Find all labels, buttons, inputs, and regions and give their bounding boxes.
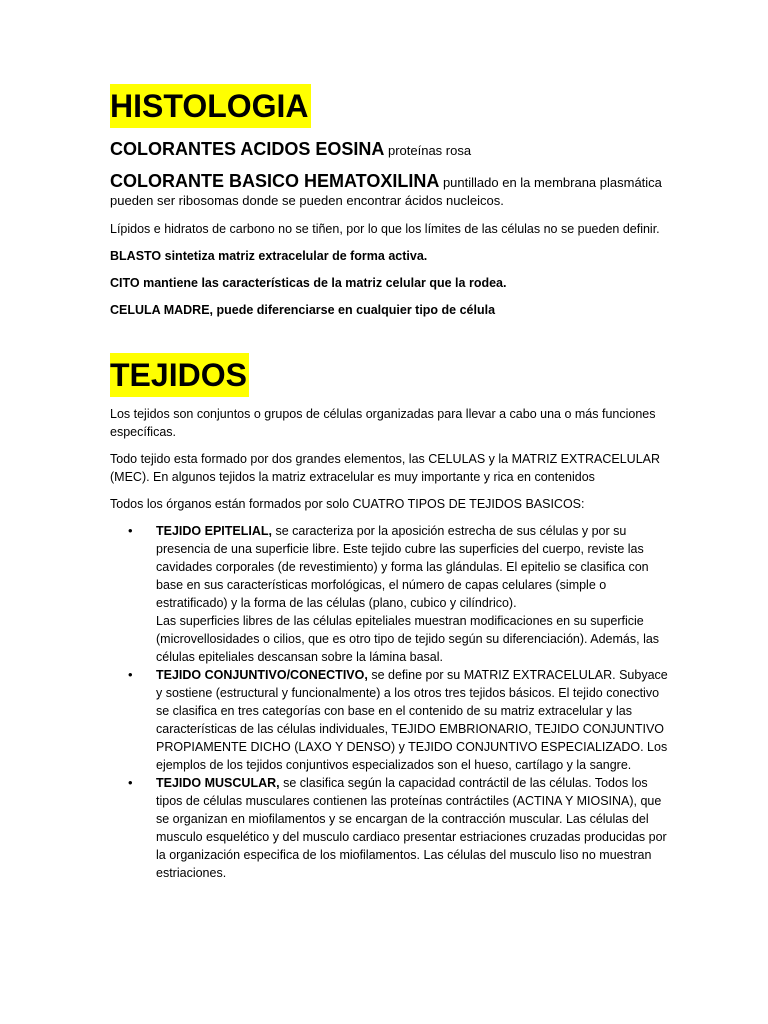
tejido-epitelial-extra: Las superficies libres de las células epiteliales muestran modificaciones en su superficie (microvellosidades o cilios, que es otro tipo de tejido según su diferenciación). Además, las células epiteliales descansan sobre la lámina basal. — [156, 614, 660, 664]
tejido-epitelial-label: TEJIDO EPITELIAL, — [156, 524, 272, 538]
tejido-muscular-text: se clasifica según la capacidad contráctil de las células. Todos los tipos de células musculares contienen las proteínas contráctiles (ACTINA Y MIOSINA), que se organizan en miofilamentos y se encargan de la contracción muscular. Las células del musculo esquelético y del musculo cardiaco presentar estriaciones cruzadas producidas por la organización especifica de los miofilamentos. Las células del musculo liso no muestran estriaciones. — [156, 776, 667, 880]
colorantes-acidos-line — [110, 140, 670, 160]
tejidos-intro-3: Todos los órganos están formados por solo CUATRO TIPOS DE TEJIDOS BASICOS: — [110, 497, 585, 511]
colorantes-acidos-text: proteínas rosa — [384, 143, 472, 158]
tejidos-intro-1: Los tejidos son conjuntos o grupos de células organizadas para llevar a cabo una o más funciones específicas. — [110, 407, 656, 439]
colorante-basico-label: COLORANTE BASICO HEMATOXILINA — [110, 171, 440, 191]
celula-madre-paragraph: CELULA MADRE, puede diferenciarse en cualquier tipo de célula — [110, 303, 496, 317]
document-page — [110, 84, 670, 882]
cito-paragraph: CITO mantiene las características de la matriz celular que la rodea. — [110, 276, 507, 290]
tejido-conjuntivo-text: se define por su MATRIZ EXTRACELULAR. Subyace y sostiene (estructural y funcionalmente) a los otros tres tejidos básicos. El tejido conectivo se clasifica en tres categorías con base en el contenido de su matriz extracelular y las características de las células individuales, TEJIDO EMBRIONARIO, TEJIDO CONJUNTIVO PROPIAMENTE DICHO (LAXO Y DENSO) y TEJIDO CONJUNTIVO ESPECIALIZADO. Los ejemplos de los tejidos conjuntivos especializados son el hueso, cartílago y la sangre. — [156, 668, 668, 772]
tejido-conjuntivo-label: TEJIDO CONJUNTIVO/CONECTIVO, — [156, 668, 368, 682]
list-item — [110, 666, 670, 774]
bullet-icon: • — [128, 667, 133, 682]
tejido-epitelial-text: se caracteriza por la aposición estrecha de sus células y por su presencia de una superficie libre. Este tejido cubre las superficies del cuerpo, reviste las cavidades corporales (de revestimiento) y forma las glándulas. El epitelio se clasifica con base en sus características morfológicas, el número de capas celulares (simple o estratificado) y la forma de las células (plano, cubico y cilíndrico). — [156, 524, 649, 610]
colorante-basico-text: puntillado en la membrana plasmática pueden ser ribosomas donde se pueden encontrar ácidos nucleicos. — [110, 175, 662, 208]
colorante-basico-line — [110, 172, 670, 210]
tejidos-heading: TEJIDOS — [110, 353, 249, 397]
bullet-icon: • — [128, 523, 133, 538]
tejidos-intro-2: Todo tejido esta formado por dos grandes elementos, las CELULAS y la MATRIZ EXTRACELULAR (MEC). En algunos tejidos la matriz extracelular es muy importante y rica en contenidos — [110, 452, 661, 484]
list-item — [110, 522, 670, 666]
tejido-muscular-label: TEJIDO MUSCULAR, — [156, 776, 280, 790]
blasto-paragraph: BLASTO sintetiza matriz extracelular de forma activa. — [110, 249, 428, 263]
lipidos-paragraph: Lípidos e hidratos de carbono no se tiñen, por lo que los límites de las células no se pueden definir. — [110, 222, 660, 236]
histologia-heading: HISTOLOGIA — [110, 84, 311, 128]
list-item — [110, 774, 670, 882]
tejidos-list — [110, 522, 670, 882]
colorantes-acidos-label: COLORANTES ACIDOS EOSINA — [110, 139, 385, 159]
bullet-icon: • — [128, 775, 133, 790]
